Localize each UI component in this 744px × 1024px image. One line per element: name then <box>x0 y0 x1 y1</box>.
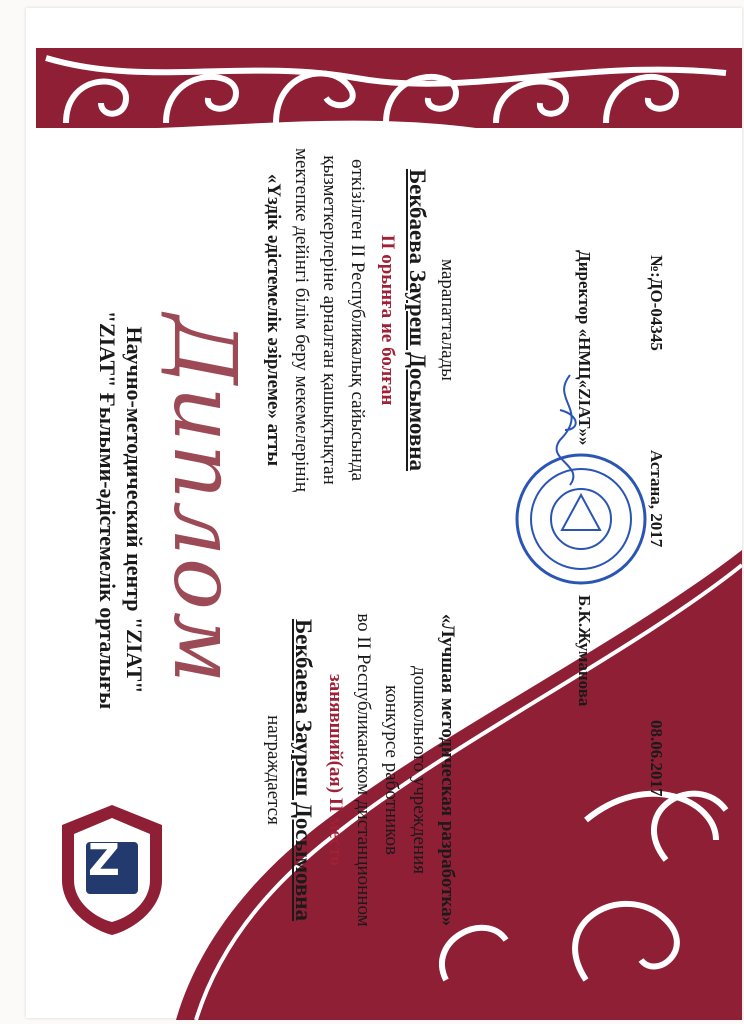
ru-place: занявший(ая) II место <box>325 674 346 866</box>
ru-line2: конкурсе работников <box>381 685 402 855</box>
director-name: Б.К.Жуманова <box>575 595 594 707</box>
director-label: Директор «НМЦ«ZIAT»» <box>575 250 594 446</box>
kz-line2: мектепке дейінгі білім беру мекемелерінің <box>291 147 312 493</box>
kz-line4: өткізілген II Республикалық сайысында <box>347 158 368 482</box>
ru-contest: «Лучшая методическая разработка» <box>437 613 458 927</box>
ru-name: Бекбаева Зауреш Досымовна <box>291 618 316 922</box>
kz-name: Бекбаева Зауреш Досымовна <box>405 168 430 472</box>
kz-place: II орынға ие болған <box>377 234 398 406</box>
kz-line1: «Үздік әдістемелік әзірлеме» атты <box>263 173 284 467</box>
kz-line3: қызметкерлеріне арналған қашықтықтан <box>319 155 340 485</box>
logo-letter: Z <box>88 835 120 886</box>
diploma-title: Диплом <box>154 314 254 686</box>
city-year: Астана, 2017 <box>647 450 666 548</box>
diploma-number: №:ДО-04345 <box>647 255 666 351</box>
ru-line1: во II Республиканском дистанционном <box>353 613 374 927</box>
issue-date: 08.06.2017 <box>647 720 666 797</box>
heading-line2: Научно-методический центр "ZIAT" <box>122 326 147 694</box>
heading-line1: "ZIAT" Ғылыми-әдістемелік орталығы <box>95 310 120 710</box>
ru-line3: дошкольного учреждения <box>409 666 430 874</box>
ru-awarded: награждается <box>263 715 284 825</box>
kz-awarded: марапатталады <box>437 259 458 381</box>
